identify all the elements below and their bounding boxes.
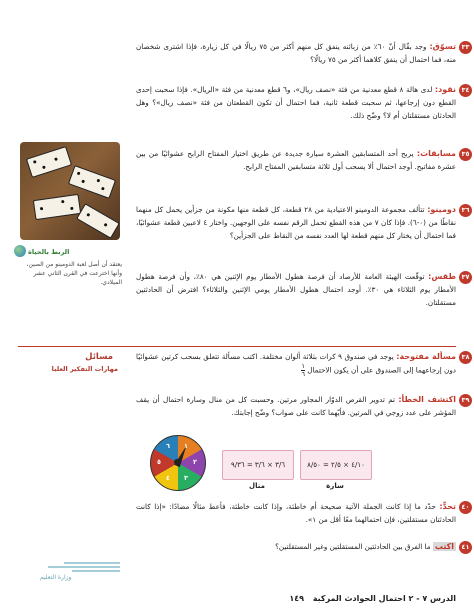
real-world-link-text: يعتقد أن أصل لعبة الدومينو من الصين، وأنها اخترعت في القرن الثاني عشر الميلادي. (26, 261, 122, 286)
logo-text: وزارة التعليم (40, 574, 72, 581)
spinner-number: ٤ (166, 473, 170, 482)
problem-36 (136, 203, 470, 242)
problem-40 (136, 500, 470, 526)
problem-number: ٣٦ (459, 204, 472, 217)
page-number: ١٤٩ (289, 594, 305, 603)
domino-tile (26, 146, 72, 178)
problem-37 (136, 270, 470, 309)
problem-keyword: اكتب (434, 542, 454, 551)
sara-calculation: ٤/١٠ × ٢/٥ = ٨/٥٠ (300, 450, 372, 480)
problem-text: تتألف مجموعة الدومينو الاعتيادية من ٢٨ قطعة، كل قطعة منها مكونة من جزأين يحمل كل منهما نقاطًا من (٠-٦). فإذا كان ٧ من هذه القطع تحمل الرقم نفسه على الوجهين. واختار ٤ لاعبين قطعة عشوائيًا، فما احتمال أن يختار كل منهم قطعة لها العدد نفسه من النقاط على الجزأين؟ (136, 205, 456, 240)
manal-calculation: ٣/٦ × ٣/٦ = ٩/٣٦ (222, 450, 294, 480)
problem-keyword: نقود: (434, 85, 456, 94)
problem-text: يوجد في صندوق ٩ كرات بثلاثة ألوان مختلفة. اكتب مسألة تتعلق بسحب كرتين عشوائيًا دون إرجاعهما إلى الصندوق على أن يكون الاحتمال (136, 352, 456, 375)
problem-number: ٣٧ (459, 271, 472, 284)
problem-number: ٣٣ (459, 41, 472, 54)
problem-39 (136, 393, 470, 419)
spinner-hub (174, 459, 180, 465)
section-title: مسائل (85, 352, 113, 362)
section-divider (18, 346, 456, 347)
manal-label: منال (249, 482, 265, 490)
sara-label: سارة (326, 482, 344, 490)
globe-icon (14, 245, 26, 257)
spinner-number: ٣ (184, 473, 188, 482)
spinner-number: ١ (184, 442, 188, 451)
problem-35 (136, 147, 470, 173)
problem-number: ٤١ (459, 541, 472, 554)
spinner-number: ٦ (166, 442, 170, 451)
domino-tile (33, 194, 81, 220)
problem-keyword: تحدٍّ: (439, 502, 456, 511)
problem-keyword: مسألة مفتوحة: (396, 352, 457, 361)
problem-text: ما الفرق بين الحادثتين المستقلتين وغير المستقلتين؟ (275, 542, 431, 551)
page-footer (18, 594, 456, 603)
problem-text: لدى هالة ٨ قطع معدنية من فئة «نصف ريال»، و٦ قطع معدنية من فئة «الريال». فإذا سحبت إحدى القطع دون إرجاعها، ثم سحبت قطعة ثانية، فما احتمال أن تكون القطعتان من فئة «نصف ريال»؟ وهل الحادثان مستقلتان أم لا؟ وضّح ذلك. (136, 85, 456, 120)
fraction-numerator: ١ (301, 362, 305, 370)
problem-number: ٣٤ (459, 84, 472, 97)
problem-keyword: مسابقات: (416, 149, 456, 158)
footer-lesson-text: الدرس ٧ - ٢ احتمال الحوادث المركبة (312, 594, 456, 603)
fraction-denominator: ٦ (301, 370, 305, 378)
domino-tile (76, 203, 120, 239)
problem-number: ٤٠ (459, 501, 472, 514)
problem-text: وجد بقّال أنّ ٦٠٪ من زبائنه ينفق كل منهم أكثر من ٧٥ ريالًا في كل زيارة، فإذا اشترى شخصان منه، فما احتمال أن ينفق كلاهما أكثر من ٧٥ ريالًا؟ (136, 42, 456, 64)
problem-keyword: دومينو: (427, 205, 456, 214)
problem-keyword: طقس: (428, 272, 456, 281)
real-world-link-label: الربط بالحياة (28, 248, 70, 256)
ministry-logo (40, 560, 120, 590)
footer-lesson (289, 594, 456, 603)
problem-41 (136, 540, 470, 553)
problem-number: ٣٥ (459, 148, 472, 161)
problem-text: حدّد ما إذا كانت الجملة الآتية صحيحة أم خاطئة، وإذا كانت خاطئة، فأعط مثالًا مضادًا: «إذا كانت الحادثتان مستقلتين، فإن احتمالهما معًا أقل من ١». (136, 502, 456, 524)
fraction (301, 363, 305, 378)
problem-text: توقّعت الهيئة العامة للأرصاد أن فرصة هطول الأمطار يوم الإثنين هي ٨٠٪، وأن فرصة هطول الأمطار يوم الثلاثاء هي ٣٠٪. أوجد احتمال هطول الأمطار يومي الإثنين والثلاثاء؟ افترض أن الحادثتين مستقلتان. (136, 272, 456, 307)
problem-33 (136, 40, 470, 66)
problem-text: تم تدوير القرص الدوّار المجاور مرتين. وحسبت كل من منال وسارة احتمال أن يقف المؤشر على عدد زوجي في المرتين. فأيّهما كانت على صواب؟ وضّح إجابتك. (136, 395, 456, 417)
domino-photo (20, 142, 120, 240)
problem-38 (136, 350, 470, 378)
problem-text: يربح أحد المتسابقين العشرة سيارة جديدة عن طريق اختيار المفتاح الرابح عشوائيًا من بين عشرة مفاتيح. أوجد احتمال ألا يسحب أول ثلاثة متسابقين المفتاح الرابح. (136, 149, 456, 171)
section-subtitle: مهارات التفكير العليا (51, 365, 118, 373)
problem-keyword: تسوّق: (429, 42, 456, 51)
spinner-number: ٢ (193, 458, 197, 466)
problem-number: ٣٨ (459, 351, 472, 364)
problem-keyword: اكتشف الخطأ: (398, 395, 457, 404)
spinner-number: ٥ (157, 458, 161, 466)
problem-34 (136, 83, 470, 122)
problem-number: ٣٩ (459, 394, 472, 407)
